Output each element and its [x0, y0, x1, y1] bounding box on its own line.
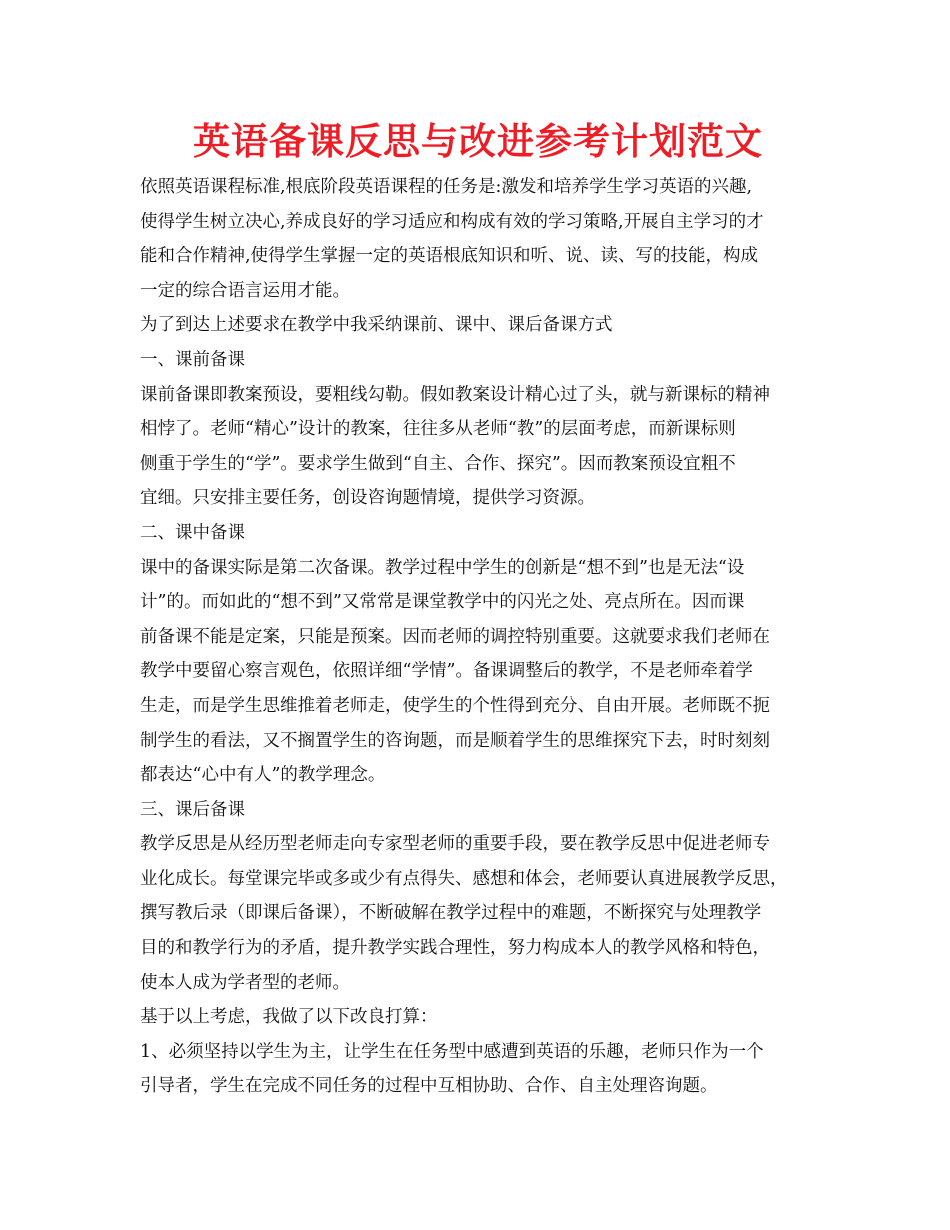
body-line: 使得学生树立决心,养成良好的学习适应和构成有效的学习策略,开展自主学习的才: [140, 211, 764, 232]
body-line: 制学生的看法，又不搁置学生的咨询题，而是顺着学生的思维探究下去，时时刻刻: [140, 730, 770, 751]
section-heading: 二、课中备课: [140, 522, 245, 543]
body-line: 教学中要留心察言观色，依照详细“学情”。备课调整后的教学，不是老师牵着学: [140, 661, 753, 682]
body-line: 一定的综合语言运用才能。: [140, 280, 350, 301]
body-line: 能和合作精神,使得学生掌握一定的英语根底知识和听、说、读、写的技能，构成: [140, 246, 759, 267]
body-line: 生走，而是学生思维推着老师走，使学生的个性得到充分、自由开展。老师既不扼: [140, 695, 770, 716]
body-line: 目的和教学行为的矛盾，提升教学实践合理性，努力构成本人的教学风格和特色，: [140, 938, 770, 959]
body-line: 前备课不能是定案，只能是预案。因而老师的调控特别重要。这就要求我们老师在: [140, 626, 770, 647]
document-page: [140, 118, 816, 1104]
body-line: 侧重于学生的“学”。要求学生做到“自主、合作、探究”。因而教案预设宜粗不: [140, 453, 736, 474]
body-line: 课中的备课实际是第二次备课。教学过程中学生的创新是“想不到”也是无法“设: [140, 557, 745, 578]
list-item-continued: 引导者，学生在完成不同任务的过程中互相协助、合作、自主处理咨询题。: [140, 1076, 718, 1097]
body-line: 相悖了。老师“精心”设计的教案，往往多从老师“教”的层面考虑，而新课标则: [140, 419, 736, 440]
body-line: 计”的。而如此的“想不到”又常常是课堂教学中的闪光之处、亮点所在。因而课: [140, 592, 745, 613]
body-line: 宜细。只安排主要任务，创设咨询题情境，提供学习资源。: [140, 488, 595, 509]
body-line: 为了到达上述要求在教学中我采纳课前、课中、课后备课方式: [140, 315, 613, 336]
body-line: 教学反思是从经历型老师走向专家型老师的重要手段，要在教学反思中促进老师专: [140, 834, 770, 855]
body-line: 依照英语课程标准,根底阶段英语课程的任务是:激发和培养学生学习英语的兴趣,: [140, 177, 753, 197]
section-heading: 三、课后备课: [140, 799, 245, 820]
body-line: 使本人成为学者型的老师。: [140, 972, 350, 993]
section-heading: 一、课前备课: [140, 349, 245, 370]
body-line: 课前备课即教案预设，要粗线勾勒。假如教案设计精心过了头，就与新课标的精神: [140, 384, 770, 405]
body-line: 都表达“心中有人”的教学理念。: [140, 765, 386, 786]
document-title: 英语备课反思与改进参考计划范文: [193, 120, 763, 163]
body-line: 撰写教后录（即课后备课），不断破解在教学过程中的难题，不断探究与处理教学: [140, 903, 762, 924]
list-item: 1、必须坚持以学生为主，让学生在任务型中感遭到英语的乐趣，老师只作为一个: [140, 1041, 764, 1062]
body-line: 基于以上考虑，我做了以下改良打算：: [140, 1007, 438, 1028]
body-line: 业化成长。每堂课完毕或多或少有点得失、感想和体会，老师要认真进展教学反思，: [140, 868, 788, 889]
document-body: [140, 170, 816, 1104]
